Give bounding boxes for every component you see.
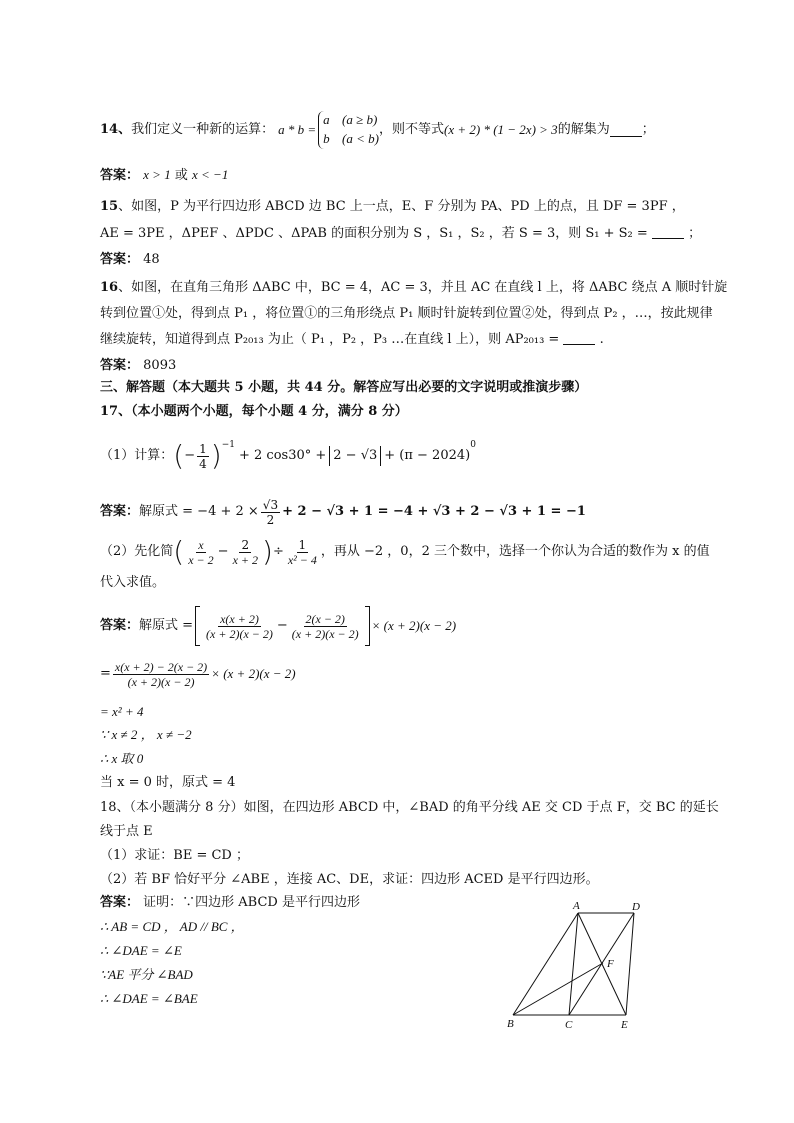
q17-p2-frac2: $\frac{2}{x + 2}$: [232, 537, 258, 567]
q14-inequality: (x + 2) * (1 − 2x) > 3: [444, 122, 558, 137]
q17-p2-div: ÷: [272, 544, 284, 559]
bracket-close: [365, 606, 370, 646]
q14-op-lhs: a * b =: [278, 122, 317, 137]
label-B: B: [507, 1018, 514, 1030]
answer-label: 答案：: [100, 168, 140, 183]
q18-part1: （1）求证：BE = CD ；: [100, 848, 249, 863]
q17-part1: [100, 436, 476, 476]
q14-case2: b (a < b): [323, 131, 379, 146]
section-heading: 三、解答题（本大题共 5 小题，共 44 分。解答应写出必要的文字说明或推演步骤）: [100, 380, 588, 395]
q15-answer: [100, 251, 160, 269]
q16-text-end: .: [599, 332, 604, 347]
q17-fraction: $\frac{1}{4}$: [199, 441, 207, 471]
q17-p2-frac3: $\frac{1}{\text{x² − 4}}$: [287, 537, 317, 567]
q17-p2-ans-a: 解原式 =: [139, 618, 194, 633]
q16-answer-value: 8093: [143, 358, 177, 373]
answer-label: 答案：: [100, 252, 140, 267]
q18-answer-line1: [100, 894, 360, 912]
q15-text-1: 、如图，P 为平行四边形 ABCD 边 BC 上一点，E、F 分别为 PA、PD 上的点，且 DF = 3PF ，: [118, 199, 685, 214]
answer-label: 答案：: [100, 618, 140, 633]
q18-answer-3: ∴ ∠DAE = ∠E: [100, 943, 182, 958]
q17-p2-ans-frac2: $\frac{2(x - 2)}{(x + 2)(x - 2)}$: [291, 611, 359, 641]
q14-text-b: ，则不等式: [378, 122, 444, 137]
q17-p2-step3: = x² + 4: [100, 704, 144, 719]
q17-part2-answer: [100, 604, 456, 648]
q17-answer-fraction: $\frac{√3}{2}$: [262, 497, 279, 527]
q15-answer-blank: [652, 226, 684, 239]
paren-close: ): [210, 439, 222, 472]
q14-text-c: 的解集为: [557, 122, 610, 137]
q17-part2: [100, 532, 710, 572]
q17-part1-label: （1）计算：: [100, 448, 174, 463]
q17-exponent-zero: 0: [470, 440, 476, 450]
q15-text-2: AE = 3PE ，ΔPEF 、ΔPDC 、ΔPAB 的面积分别为 S ，S₁ ，S₂ ，若 S = 3，则 S₁ + S₂ =: [100, 226, 648, 241]
label-E: E: [621, 1019, 628, 1031]
parallelogram-figure: [495, 895, 655, 1035]
minus-sign: −: [276, 618, 288, 633]
q14-text-d: ；: [641, 122, 655, 137]
q17-p2-step2-frac: $\frac{x(x + 2) - 2(x - 2)}{(x + 2)(x - 2)}$: [114, 659, 208, 689]
bracket-open: [195, 606, 200, 646]
q17-p2-step2-tail: × (x + 2)(x − 2): [211, 666, 296, 681]
q17-p2-step6: 当 x = 0 时，原式 = 4: [100, 775, 236, 790]
q17-answer-a: 解原式 = −4 + 2 ×: [139, 504, 259, 519]
q17-exponent: −1: [221, 440, 235, 450]
q17-p2-text: ，再从 −2 ，0，2 三个数中，选择一个你认为合适的数作为 x 的值: [320, 544, 710, 559]
q17-p2-step5: ∴ x 取 0: [100, 751, 144, 766]
q14-answer: [100, 166, 228, 185]
q14-line: [100, 110, 655, 150]
segment-AC: [569, 913, 578, 1015]
paren-open: (: [173, 535, 185, 568]
label-D: D: [632, 901, 640, 913]
q17-expr-c: + (π − 2024): [384, 448, 471, 463]
label-A: A: [573, 900, 580, 912]
q14-answer-a: x > 1: [143, 167, 171, 182]
q14-number: 14、: [100, 122, 132, 137]
q16-answer-blank: [563, 332, 595, 345]
label-C: C: [565, 1019, 573, 1031]
equals-sign: =: [100, 666, 111, 681]
q18-answer-2: ∴ AB = CD ， AD // BC ，: [100, 919, 244, 934]
q18-answer-1: 证明：∵四边形 ABCD 是平行四边形: [143, 895, 360, 910]
q17-p2-step4: ∵ x ≠ 2 ， x ≠ −2: [100, 727, 192, 742]
segment-AB: [513, 913, 578, 1015]
answer-label: 答案：: [100, 504, 140, 519]
q14-piecewise: [318, 111, 379, 149]
segment-BF: [513, 963, 603, 1015]
q16-text-3: 继续旋转，知道得到点 P₂₀₁₃ 为止（ P₁ ，P₂ ，P₃ …在直线 l 上），则 AP₂₀₁₃ =: [100, 332, 560, 347]
segment-DE: [626, 913, 634, 1015]
answer-label: 答案：: [100, 358, 140, 373]
minus-sign: −: [217, 544, 229, 559]
q14-answer-b: x < −1: [192, 167, 229, 182]
q17-heading: 17、（本小题两个小题，每个小题 4 分，满分 8 分）: [100, 404, 408, 419]
paren-close: ): [262, 535, 273, 568]
q15-line1: [100, 198, 685, 216]
q17-p2-frac1: $\frac{x}{x - 2}$: [188, 537, 214, 567]
q15-text-end: ；: [688, 226, 702, 241]
answer-label: 答案：: [100, 895, 140, 910]
q18-part2: （2）若 BF 恰好平分 ∠ABE ，连接 AC、DE，求证：四边形 ACED 是平行四边形。: [100, 872, 599, 887]
q16-line1: [100, 279, 727, 297]
q18-answer-5: ∴ ∠DAE = ∠BAE: [100, 991, 198, 1006]
q17-p2-text2: 代入求值。: [100, 575, 166, 590]
q14-text-a: 我们定义一种新的运算：: [131, 122, 275, 137]
q15-line2: [100, 225, 701, 243]
q17-p2-ans-b: × (x + 2)(x − 2): [371, 618, 457, 633]
q18-line2: 线于点 E: [100, 824, 153, 839]
q16-answer: [100, 357, 176, 375]
q17-p2-step2: [100, 654, 296, 694]
paren-open: (: [173, 439, 185, 472]
q15-answer-value: 48: [143, 252, 160, 267]
q14-case1: a (a ≥ b): [323, 112, 378, 127]
q14-answer-or: 或: [174, 168, 188, 183]
q16-text-2: 转到位置①处，得到点 P₁ ，将位置①的三角形绕点 P₁ 顺时针旋转到位置②处，得到点 P₂ ，…，按此规律: [100, 306, 713, 321]
q17-part1-answer: [100, 492, 586, 532]
q16-line2: [100, 305, 713, 323]
q17-answer-b: + 2 − √3 + 1 = −4 + √3 + 2 − √3 + 1 = −1: [282, 504, 586, 519]
q16-text-1: 、如图，在直角三角形 ΔABC 中，BC = 4，AC = 3，并且 AC 在直线 l 上，将 ΔABC 绕点 A 顺时针旋: [118, 280, 728, 295]
q17-part2-label: （2）先化简: [100, 544, 174, 559]
minus-sign: −: [184, 448, 196, 463]
label-F: F: [607, 958, 614, 970]
q16-number: 16: [100, 280, 119, 295]
q15-number: 15: [100, 199, 119, 214]
q16-line3: [100, 331, 604, 349]
q18-line1: 18、（本小题满分 8 分）如图，在四边形 ABCD 中，∠BAD 的角平分线 AE 交 CD 于点 F，交 BC 的延长: [100, 800, 719, 815]
q17-expr-a: + 2 cos30° +: [238, 448, 327, 463]
q17-abs: 2 − √3: [329, 446, 381, 466]
q17-p2-ans-frac1: $\frac{x(x + 2)}{(x + 2)(x - 2)}$: [206, 611, 273, 641]
q18-answer-4: ∵AE 平分 ∠BAD: [100, 967, 193, 982]
q14-answer-blank: [610, 124, 642, 137]
